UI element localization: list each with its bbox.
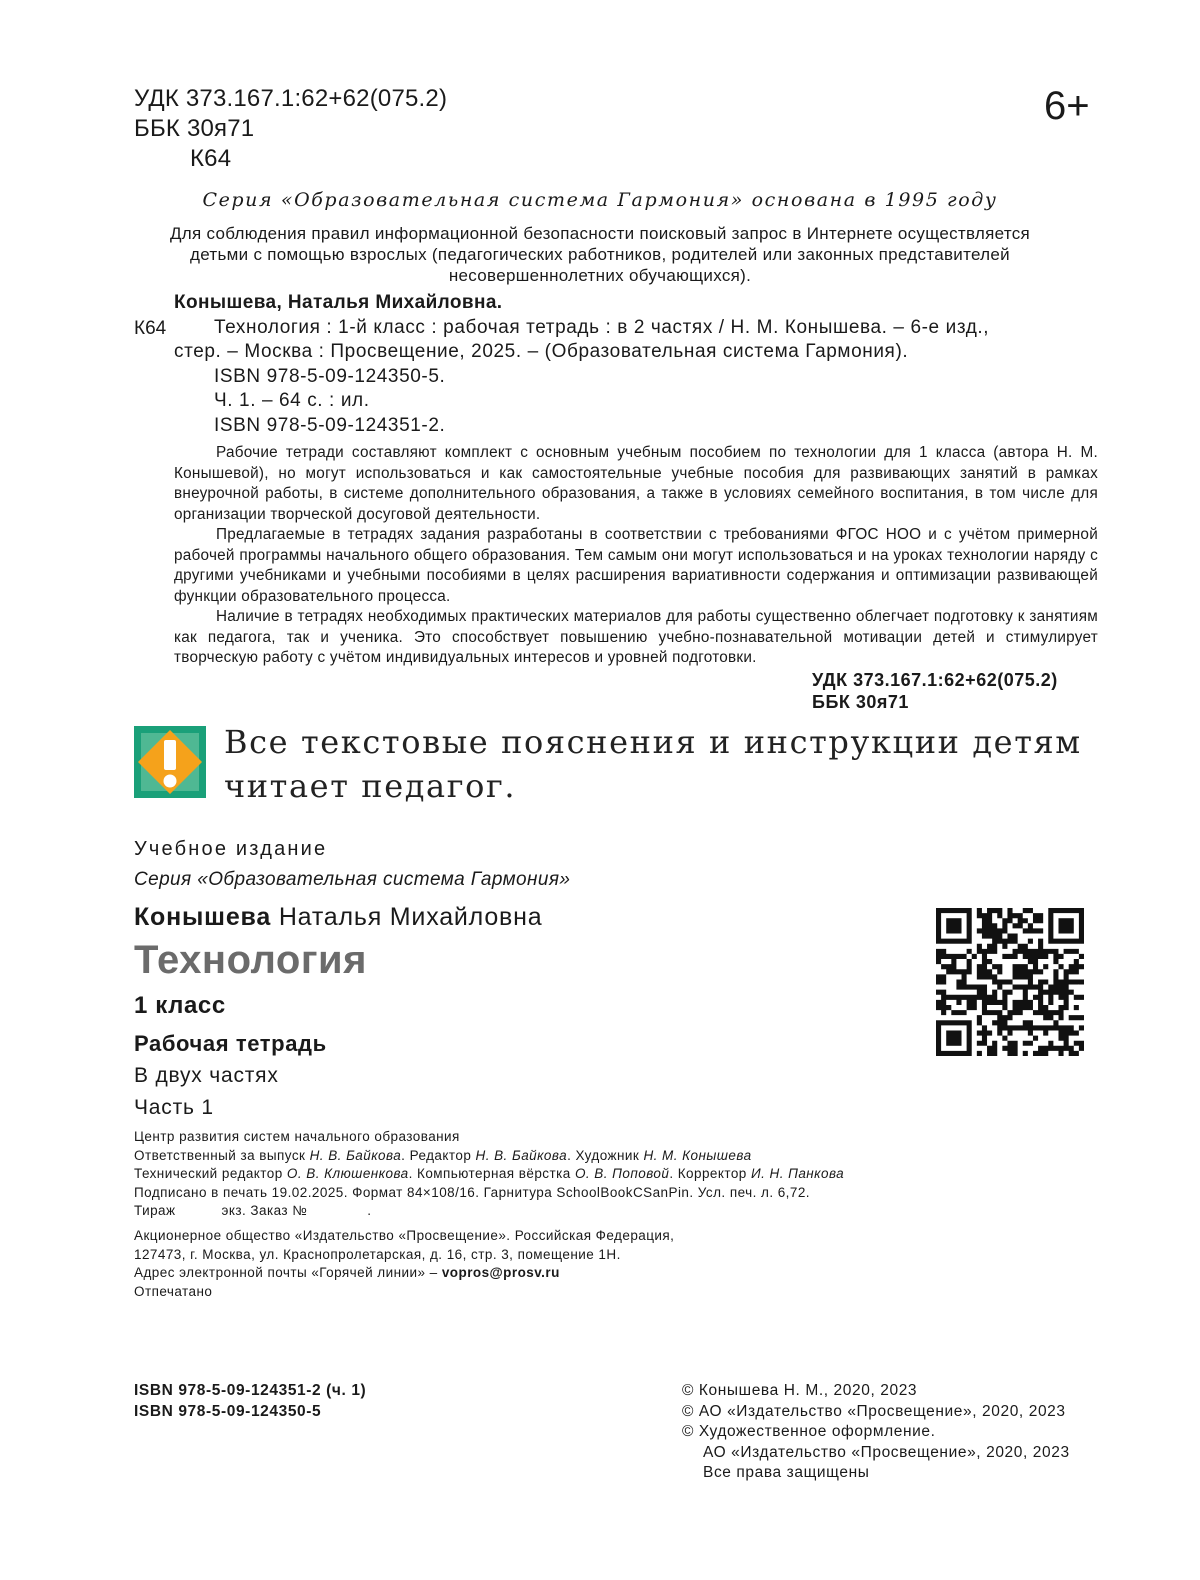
rights-reserved: Все права защищены [703,1464,870,1481]
imprint [134,1128,1094,1301]
grade: 1 класс [134,992,226,1019]
resp-name: Н. В. Байкова [309,1147,402,1163]
annotation-paragraph: Наличие в тетрадях необходимых практических материалов для работы существенно облегчает подготовку к занятиям как педагога, так и ученика. Это способствует повышению учебно-познавательной мотивации детей и стимулирует творческую работу с учётом индивидуальных интересов и уровней подготовки. [174,608,1098,666]
safety-line: несовершеннолетних обучающихся). [448,266,752,285]
imprint-center: Центр развития систем начального образования [134,1129,460,1144]
bib-isbn-set: ISBN 978-5-09-124350-5. [214,366,446,387]
parts-label: В двух частях [134,1064,279,1087]
bib-line-2: стер. – Москва : Просвещение, 2025. – (Образовательная система Гармония). [174,341,909,362]
copyright-design-owner: АО «Издательство «Просвещение», 2020, 2023 [703,1443,1070,1461]
safety-line: Для соблюдения правил информационной безопасности поисковый запрос в Интернете осуществляется [169,224,1031,243]
tech-label: Технический редактор [134,1166,283,1182]
imprint-printed: Отпечатано [134,1283,213,1299]
annotation [174,443,1098,669]
imprint-staff: Ответственный за выпуск Н. В. Байкова. Редактор Н. В. Байкова. Художник Н. М. Конышева [134,1147,752,1163]
part-label: Часть 1 [134,1096,214,1119]
bib-mark: К64 [134,318,167,339]
copyright-block [682,1381,1070,1484]
editor-label: Редактор [409,1147,472,1163]
run-order: экз. Заказ № [221,1203,308,1219]
udk-code: УДК 373.167.1:62+62(075.2) [134,85,448,112]
email-link[interactable]: vopros@prosv.ru [441,1265,560,1281]
resp-label: Ответственный за выпуск [134,1147,306,1163]
imprint-run [134,1202,1094,1221]
author-mark: К64 [190,145,232,172]
layout-name: О. В. Поповой [574,1166,670,1182]
isbn-set: ISBN 978-5-09-124350-5 [134,1402,322,1420]
author-last: Конышева [134,903,272,931]
bib-author: Конышева, Наталья Михайловна. [174,292,503,313]
isbn-part: ISBN 978-5-09-124351-2 (ч. 1) [134,1382,367,1399]
bib-bbk: ББК 30я71 [812,692,909,712]
editor-name: Н. В. Байкова [475,1147,568,1163]
corrector-name: И. Н. Панкова [750,1166,845,1182]
bib-part: Ч. 1. – 64 с. : ил. [214,390,370,411]
bib-isbn-part: ISBN 978-5-09-124351-2. [214,415,446,436]
copyright-author: © Конышева Н. М., 2020, 2023 [682,1382,918,1399]
notice-line: Все текстовые пояснения и инструкции детям [224,723,1082,761]
imprint-email [134,1264,1094,1283]
age-rating: 6+ [1044,84,1090,128]
notice-text [224,720,1082,808]
safety-note [100,223,1100,286]
safety-line: детьми с помощью взрослых (педагогических работников, родителей или законных представителей [190,245,1010,264]
annotation-paragraph: Предлагаемые в тетрадях задания разработаны в соответствии с требованиями ФГОС НОО и с учётом примерной рабочей программы начального общего образования. Тем самым они могут использоваться и на уроках технологии наряду с другими учебниками и учебными пособиями в целях расширения вариативности содержания и оптимизации развивающей функции образовательного процесса. [174,526,1098,605]
exclamation-diamond-icon [134,726,206,798]
qr-code-icon [936,908,1084,1056]
copyright-publisher: © АО «Издательство «Просвещение», 2020, 2023 [682,1402,1066,1420]
run-label: Тираж [134,1203,176,1219]
isbn-block [134,1381,366,1422]
copyright-design: © Художественное оформление. [682,1423,936,1440]
imprint-tech: Технический редактор О. В. Клюшенкова. Компьютерная вёрстка О. В. Поповой. Корректор И. Н. Панкова [134,1166,845,1182]
imprint-signed: Подписано в печать 19.02.2025. Формат 84×108/16. Гарнитура SchoolBookCSanPin. Усл. печ. л. 6,72. [134,1184,810,1200]
corrector-label: Корректор [677,1166,747,1182]
bbk-code: ББК 30я71 [134,115,255,142]
email-label: Адрес электронной почты «Горячей линии» – [134,1265,438,1281]
edition-type: Учебное издание [134,838,328,860]
layout-label: Компьютерная вёрстка [417,1166,571,1182]
bib-line-1: Технология : 1-й класс : рабочая тетрадь : в 2 частях / Н. М. Конышева. – 6-е изд., [214,317,990,338]
run-end: . [367,1203,372,1219]
bib-udk: УДК 373.167.1:62+62(075.2) [812,670,1058,690]
artist-name: Н. М. Конышева [643,1147,752,1163]
subject-title: Технология [134,938,367,982]
annotation-paragraph: Рабочие тетради составляют комплект с основным учебным пособием по технологии для 1 класса (автора Н. М. Конышевой), но могут использоваться и как самостоятельные учебные пособия для развивающих занятий в рамках внеурочной работы, в системе дополнительного образования, а также в условиях семейного воспитания, в том числе для организации творческой досуговой деятельности. [174,444,1098,523]
edition-series: Серия «Образовательная система Гармония» [134,869,571,890]
workbook-label: Рабочая тетрадь [134,1031,327,1056]
author-first: Наталья Михайловна [278,903,543,931]
author-name [134,903,542,932]
notice-line: читает педагог. [224,767,517,805]
tech-name: О. В. Клюшенкова [286,1166,409,1182]
artist-label: Художник [575,1147,640,1163]
series-note: Серия «Образовательная система Гармония» основана в 1995 году [202,189,998,211]
imprint-publisher: Акционерное общество «Издательство «Просвещение». Российская Федерация, [134,1227,675,1243]
imprint-address: 127473, г. Москва, ул. Краснопролетарская, д. 16, стр. 3, помещение 1Н. [134,1246,621,1262]
